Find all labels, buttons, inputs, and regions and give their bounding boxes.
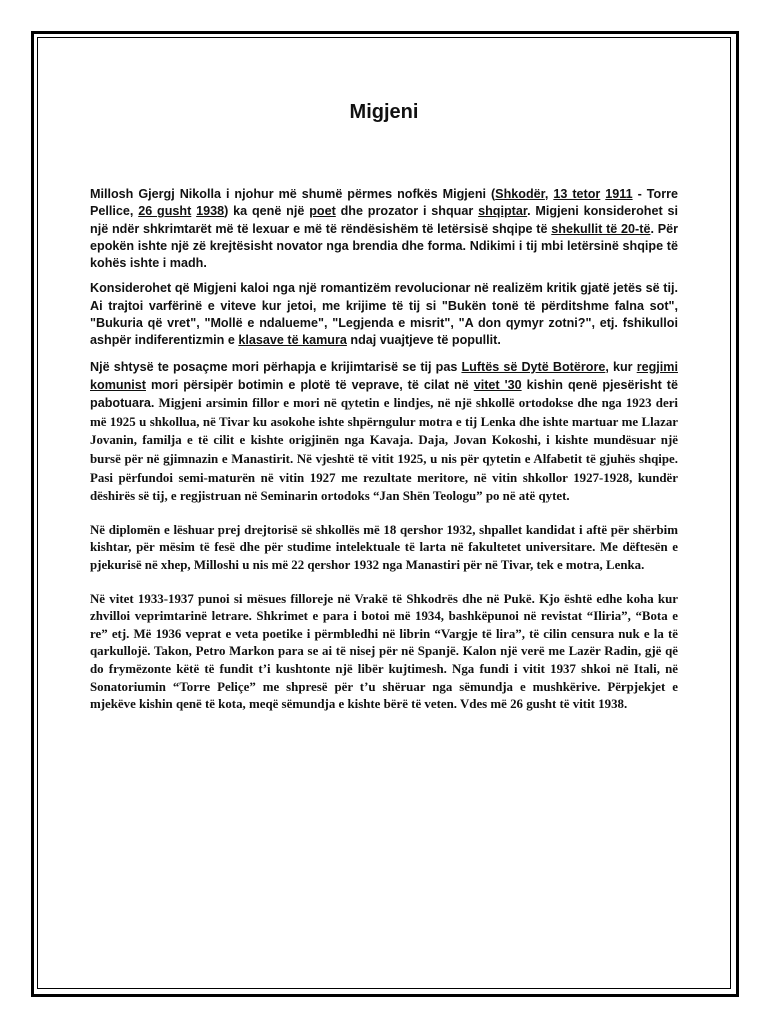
text-span: ) ka qenë një [224, 204, 310, 219]
text-span: Migjeni arsimin fillor e mori në qytetin e lindjes, në një shkollë ortodokse dhe nga 1923 deri më 1925 u shkollua, në Tivar ku asokohe ishte shpërngulur motra e tij Lenka dhe ishte martuar me Llazar Jovanin, familja e të cilit e kishte origjinën nga Kavaja. Daja, Jovan Kokoshi, i kishte mundësuar një bursë për në gjimnazin e Manastirit. Në vjeshtë të vitit 1925, u nis për qytetin e Alfabetit të gjuhës shqipe. Pasi përfundoi semi-maturën në vitin 1927 me rezultate meritore, në vitin shkollor 1927-1928, kundër dëshirës së tij, e regjistruan në Seminarin ortodoks “Jan Shën Teologu” po në atë qytet. [90, 396, 678, 504]
text-span: ndaj vuajtjeve të popullit. [346, 333, 501, 348]
paragraph-publication-education [90, 358, 678, 506]
text-span: . Migjeni konsiderohet si një ndër shkrimtarët më të lexuar e më të rëndësishëm të letërsisë shqipe të [90, 204, 678, 236]
text-span: Millosh Gjergj Nikolla i njohur më shumë përmes nofkës Migjeni ( [90, 187, 496, 201]
link-vitet-30[interactable]: vitet '30 [473, 377, 522, 392]
text-span: Një shtysë te posaçme mori përhapja e krijimtarisë se tij pas [90, 359, 462, 374]
link-regjimi-komunist[interactable]: regjimi komunist [90, 359, 678, 392]
link-26-gusht[interactable]: 26 gusht [138, 204, 192, 219]
link-shekullit-te-20-te[interactable]: shekullit të 20-të [551, 221, 651, 236]
text-span: mori përsipër botimin e plotë të veprave, të cilat në [145, 377, 474, 392]
paragraph-teaching-years: Në vitet 1933-1937 punoi si mësues filloreje në Vrakë të Shkodrës dhe në Pukë. Kjo është edhe koha kur zhvilloi veprimtarinë letrare. Shkrimet e para i botoi më 1934, bashkëpunoi në revistat “Iliria”, “Bota e re” etj. Më 1936 veprat e veta poetike i përmbledhi në librin “Vargje të lira”, të cilin censura nuk e la të qarkullojë. Takon, Petro Markon para se ai të nisej për në Spanjë. Kalon një verë me Lazër Radin, gjë që do frymëzonte këtë të fundit t’i kushtonte një libër kujtimesh. Nga fundi i vitit 1937 shkoi në Itali, në Sonatoriumin “Torre Peliçe” me shpresë për t’u shëruar nga sëmundja e mushkërive. Përpjekjet e mjekëve kishin qenë të kota, meqë sëmundja e kishte bërë të veten. Vdes më 26 gusht të vitit 1938. [90, 591, 678, 712]
link-lufta-e-dyte-boterore[interactable]: Luftës së Dytë Botërore [461, 359, 606, 374]
text-span: dhe prozator i shquar [335, 204, 479, 219]
paragraph-diploma: Në diplomën e lëshuar prej drejtorisë së shkollës më 18 qershor 1932, shpallet kandidat i aftë për shërbim kishtar, për mësim të fesë dhe për studime intelektuale të larta në fakultetet universitare. Me dëftesën e pjekurisë në xhep, Milloshi u nis më 22 qershor 1932 nga Manastiri për në Tivar, tek e motra, Lenka. [90, 522, 678, 573]
link-klasave-te-kamura[interactable]: klasave të kamura [238, 333, 347, 348]
text-span: - Torre Pellice, [90, 187, 678, 219]
link-1938[interactable]: 1938 [196, 204, 225, 219]
paragraph-intro [90, 186, 678, 272]
text-span: , kur [605, 359, 637, 374]
page-title: Migjeni [349, 101, 419, 123]
link-shkoder[interactable]: Shkodër [495, 187, 545, 201]
link-1911[interactable]: 1911 [605, 187, 633, 201]
paragraph-romanticism [90, 280, 678, 349]
link-poet[interactable]: poet [309, 204, 336, 219]
link-shqiptar[interactable]: shqiptar [478, 204, 528, 219]
text-span: Konsiderohet që Migjeni kaloi nga një romantizëm revolucionar në realizëm kritik gjatë jetës së tij. Ai trajtoi varfërinë e viteve kur jetoi, me krijime të tij si "Bukën tonë të përditshme falna sot", "Bukuria që vret", "Mollë e ndalueme", "Legjenda e misrit", "A don qymyr zotni?", etj. fshikulloi ashpër indiferentizmin e [90, 281, 678, 348]
article-body [90, 186, 678, 714]
link-13-tetor[interactable]: 13 tetor [553, 187, 601, 201]
text-span: . Për epokën ishte një zë krejtësisht novator nga brendia dhe forma. Ndikimi i tij mbi letërsinë shqipe të kohës ishte i madh. [90, 221, 679, 271]
text-span: kishin qenë pjesërisht të pabotuara. [90, 377, 679, 411]
text-span: , [544, 187, 554, 201]
